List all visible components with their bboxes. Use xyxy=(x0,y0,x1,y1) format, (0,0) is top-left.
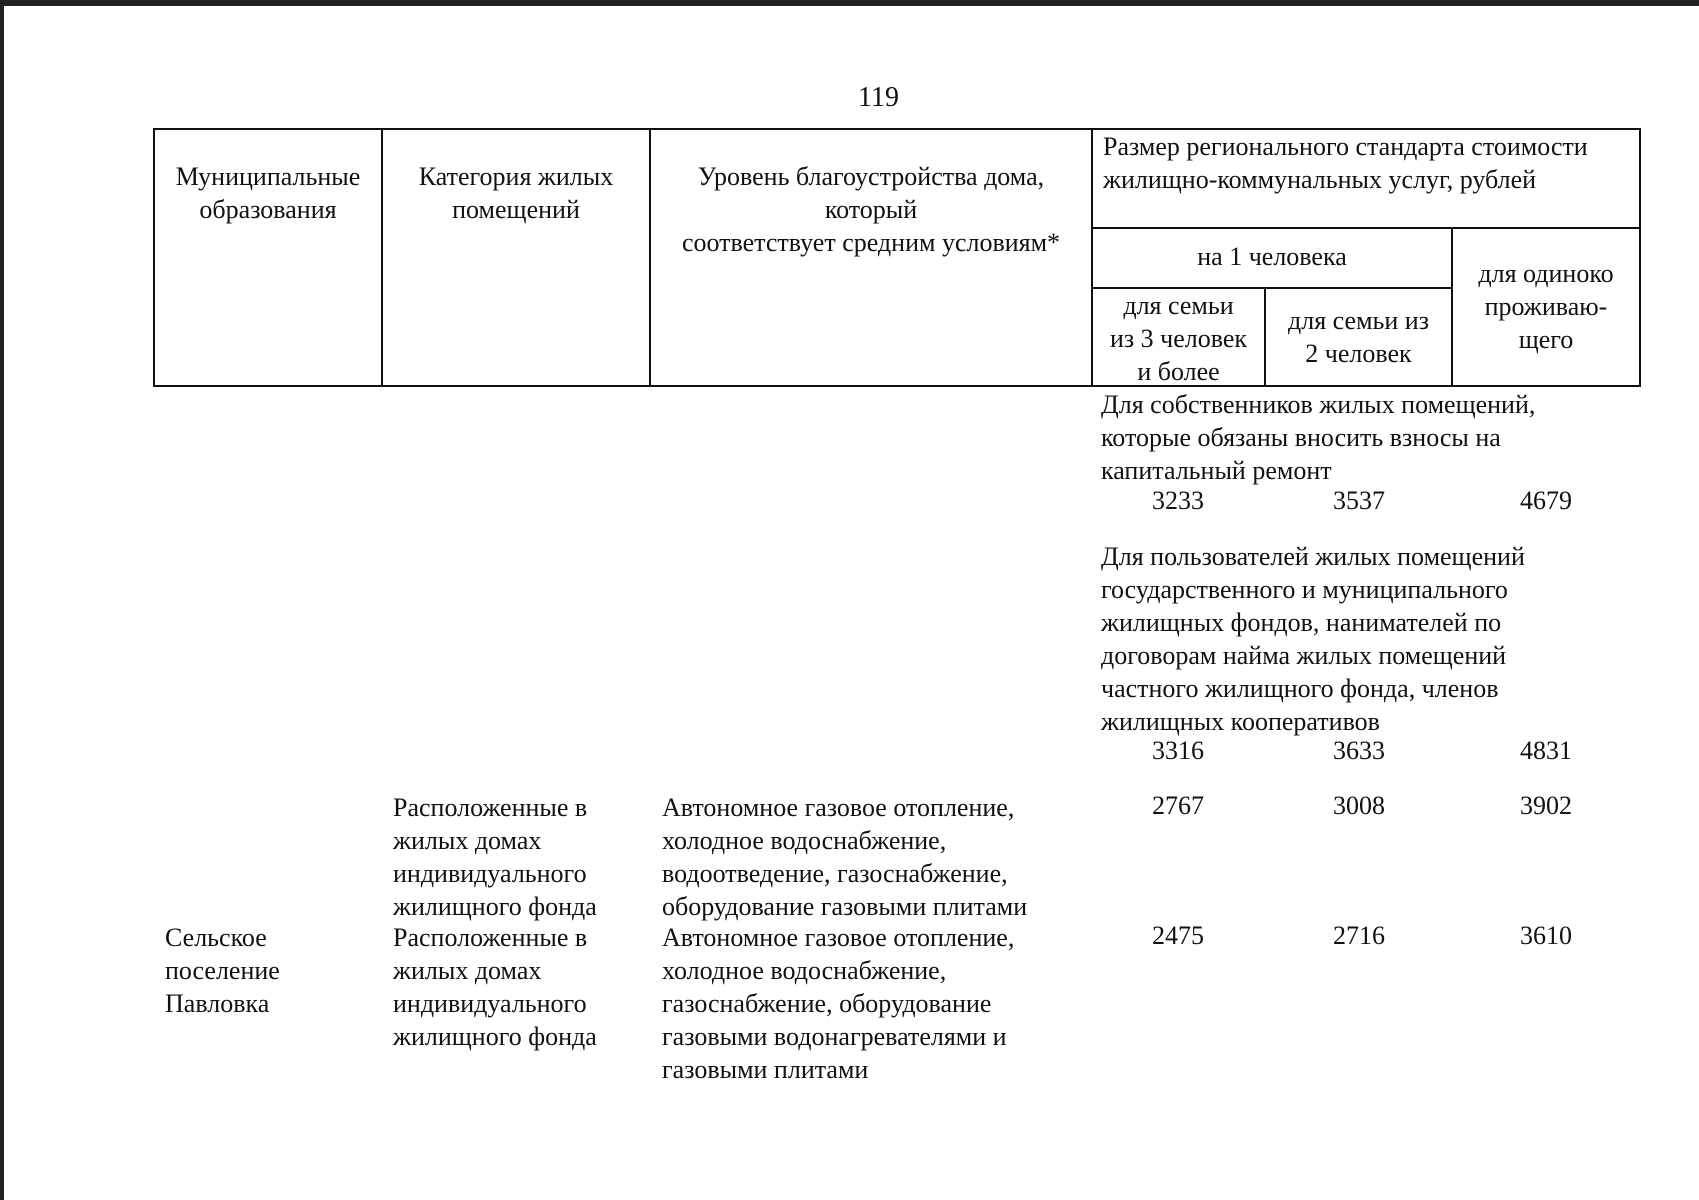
owners-label: Для собственников жилых помещений, которые обязаны вносить взносы на капитальный ремонт xyxy=(1101,390,1536,485)
page-number: 119 xyxy=(858,82,899,113)
scan-edge-top xyxy=(0,0,1699,6)
header-per-person: на 1 человека xyxy=(1197,242,1347,271)
row1-value-family2: 3008 xyxy=(1333,791,1385,820)
header-comfort: Уровень благоустройства дома, который соответствует средним условиям* xyxy=(681,162,1061,257)
header-category: Категория жилых помещений xyxy=(418,162,614,224)
row1-value-family3: 2767 xyxy=(1152,791,1204,820)
header-standard: Размер регионального стандарта стоимости жилищно-коммунальных услуг, рублей xyxy=(1103,132,1588,194)
row2-comfort: Автономное газовое отопление, холодное водоснабжение, газоснабжение, оборудование газовыми водонагревателями и газовыми плитами xyxy=(662,923,1015,1084)
users-label: Для пользователей жилых помещений государственного и муниципального жилищных фондов, нанимателей по договорам найма жилых помещений частного жилищного фонда, членов жилищных кооперативов xyxy=(1101,542,1525,736)
row1-value-single: 3902 xyxy=(1520,791,1572,820)
row2-value-family2: 2716 xyxy=(1333,921,1385,950)
header-family2: для семьи из 2 человек xyxy=(1288,306,1429,368)
row2-municipality: Сельское поселение Павловка xyxy=(165,923,280,1018)
standard-sub-divider xyxy=(1091,227,1641,229)
row1-category: Расположенные в жилых домах индивидуального жилищного фонда xyxy=(393,793,597,921)
table-border-right xyxy=(1639,128,1641,387)
table-border-bottom xyxy=(153,385,1641,387)
row2-value-single: 3610 xyxy=(1520,921,1572,950)
owners-value-family3: 3233 xyxy=(1152,486,1204,515)
row1-comfort: Автономное газовое отопление, холодное водоснабжение, водоотведение, газоснабжение, оборудование газовыми плитами xyxy=(662,793,1028,921)
users-value-single: 4831 xyxy=(1520,736,1572,765)
row2-category: Расположенные в жилых домах индивидуального жилищного фонда xyxy=(393,923,597,1051)
header-family3: для семьи из 3 человек и более xyxy=(1109,291,1248,386)
header-municipality: Муниципальные образования xyxy=(175,162,361,224)
owners-value-family2: 3537 xyxy=(1333,486,1385,515)
header-table xyxy=(153,128,1641,387)
row2-value-family3: 2475 xyxy=(1152,921,1204,950)
header-single: для одиноко проживаю- щего xyxy=(1478,259,1614,354)
scan-edge-left xyxy=(0,0,4,1200)
users-value-family3: 3316 xyxy=(1152,736,1204,765)
owners-value-single: 4679 xyxy=(1520,486,1572,515)
users-value-family2: 3633 xyxy=(1333,736,1385,765)
